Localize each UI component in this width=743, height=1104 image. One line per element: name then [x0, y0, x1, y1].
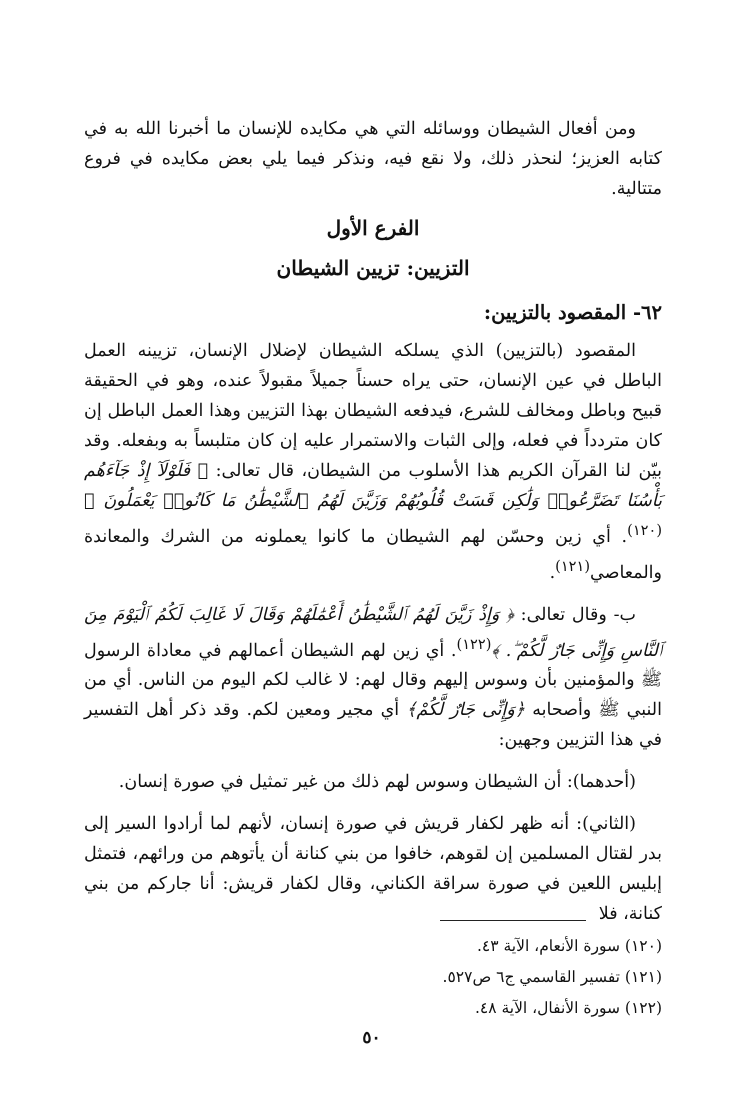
paragraph-1-end: . أي زين وحسّن لهم الشيطان ما كانوا يعملونه من الشرك والمعاندة والمعاصي: [84, 526, 662, 583]
paragraph-3: (أحدهما): أن الشيطان وسوس لهم ذلك من غير تمثيل في صورة إنسان.: [118, 772, 636, 793]
footnote-separator: [440, 920, 586, 921]
footnote-ref-122: (١٢٢): [456, 635, 492, 653]
paragraph-4: (الثاني): أنه ظهر لكفار قريش في صورة إنسان، لأنهم لما أرادوا السير إلى بدر لقتال المسلمين إن لقوهم، خافوا من بني كنانة أن يأتوهم من ورائهم، فتمثل إبليس اللعين في صورة سراقة الكناني، وقال لكفار قريش: أنا جاركم من بني كنانة، فلا: [84, 814, 662, 925]
paragraph-2-mid: . أي زين لهم الشيطان أعمالهم في معاداة الرسول ﷺ والمؤمنين بأن وسوس إليهم وقال لهم: لا غالب لكم اليوم من الناس. أي من النبي ﷺ وأصحابه: [84, 640, 662, 721]
quran-verse-1: ﴿ فَلَوْلَآ إِذْ جَآءَهُم بَأْسُنَا تَضَرَّعُوا۟ وَلَٰكِن قَسَتْ قُلُوبُهُمْ وَزَيَّنَ لَهُمُ ٱلشَّيْطَٰنُ مَا كَانُوا۟ يَعْمَلُونَ ﴾: [84, 461, 662, 511]
footnote-ref-120: (١٢٠): [627, 522, 662, 539]
paragraph-1-text: المقصود (بالتزيين) الذي يسلكه الشيطان لإضلال الإنسان، تزيينه العمل الباطل في عين الإنسان، حتى يراه حسناً جميلاً مقبولاً عنده، وهو في الحقيقة قبيح وباطل ومخالف للشرع، فيدفعه الشيطان بهذا التزيين وهذا العمل الباطل إن كان متردداً في فعله، وإلى الثبات والاستمرار عليه إن كان متلبساً به وبفعله. وقد بيّن لنا القرآن الكريم هذا الأسلوب من الشيطان، قال تعالى:: [84, 341, 662, 481]
paragraph-2-end: أي مجير ومعين لكم. وقد ذكر أهل التفسير في هذا التزيين وجهين:: [84, 700, 662, 751]
footnote-122: (١٢٢) سورة الأنفال، الآية ٤٨.: [474, 999, 662, 1017]
footnotes: [84, 931, 662, 1024]
page-number: ٥٠: [362, 1028, 381, 1048]
footnote-ref-121: (١٢١): [555, 557, 591, 575]
quran-verse-3: ﴿وَإِنِّى جَارٌ لَّكُمْ﴾: [406, 700, 526, 721]
quran-verse-2: ﴿ وَإِذْ زَيَّنَ لَهُمُ ٱلشَّيْطَٰنُ أَعْمَٰلَهُمْ وَقَالَ لَا غَالِبَ لَكُمُ ٱلْيَوْمَ مِنَ ٱلنَّاسِ وَإِنِّى جَارٌ لَّكُمْ ۖ. ﴾: [84, 604, 662, 661]
branch-title: الفرع الأول: [326, 216, 420, 240]
paragraph-2: [84, 600, 662, 756]
paragraph-1: المقصود (بالتزيين) الذي يسلكه الشيطان لإضلال الإنسان، تزيينه العمل الباطل في عين الإنسان، حتى يراه حسناً جميلاً مقبولاً عنده، وهو في الحقيقة قبيح وباطل ومخالف للشرع، فيدفعه الشيطان بهذا التزيين وهذا العمل الباطل إن كان متردداً في فعله، وإلى الثبات والاستمرار عليه إن كان متلبساً به وبفعله. وقد بيّن لنا القرآن الكريم هذا الأسلوب من الشيطان، قال تعالى: ﴿ فَلَوْلَآ إِذْ جَآءَهُم بَأْسُنَا تَضَرَّعُوا۟ وَلَٰكِن قَسَتْ قُلُوبُهُمْ وَزَيَّنَ لَهُمُ ٱلشَّيْطَٰنُ مَا كَانُوا۟ يَعْمَلُونَ ﴾$^{(١٢٠)}$. أي زين وحسّن لهم الشيطان ما كانوا يعملونه من الشرك والمعاندة والمعاصي$^{(١٢١)}$.: [84, 341, 662, 583]
footnote-121: (١٢١) تفسير القاسمي ج٦ ص٥٢٧.: [442, 968, 662, 986]
section-heading: ٦٢- المقصود بالتزيين:: [483, 301, 662, 324]
main-text: [84, 114, 662, 929]
branch-subtitle: التزيين: تزيين الشيطان: [276, 256, 470, 280]
footnote-120: (١٢٠) سورة الأنعام، الآية ٤٣.: [476, 937, 662, 955]
intro-paragraph: ومن أفعال الشيطان ووسائله التي هي مكايده للإنسان ما أخبرنا الله به في كتابه العزيز؛ لنحذر ذلك، ولا نقع فيه، ونذكر فيما يلي بعض مكايده في فروع متتالية.: [84, 119, 662, 199]
paragraph-2-start: ب- وقال تعالى:: [520, 604, 636, 625]
